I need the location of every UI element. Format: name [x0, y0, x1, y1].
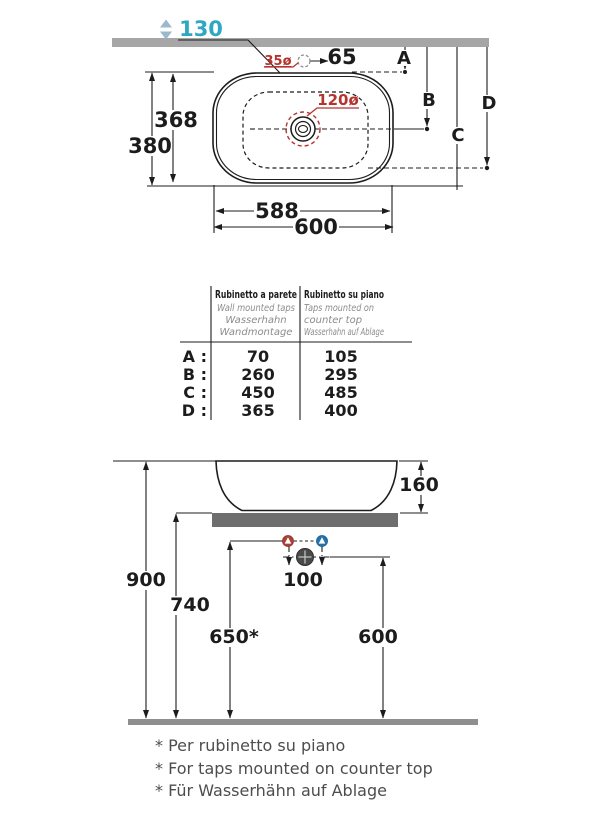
svg-text:D :: D : [181, 401, 207, 420]
counter-slab [212, 513, 398, 527]
svg-text:365: 365 [241, 401, 275, 420]
floor-to-supply-label: 600 [358, 626, 398, 648]
table-col2-sub2: counter top [304, 315, 363, 326]
svg-text:105: 105 [324, 347, 358, 366]
svg-text:A :: A : [182, 347, 207, 366]
basin-top-view-drawing [112, 17, 498, 239]
svg-text:450: 450 [241, 383, 275, 402]
wall-bar [112, 38, 489, 47]
width-inner-label: 588 [255, 199, 299, 223]
svg-text:C :: C : [183, 383, 207, 402]
floor-to-taps-label: 650* [209, 626, 259, 648]
svg-text:485: 485 [324, 383, 358, 402]
table-col2-sub3: Wasserhahn auf Ablage [304, 327, 384, 338]
table-row [183, 365, 358, 384]
height-adjust-icon [160, 20, 172, 40]
drain-outline [291, 117, 315, 141]
tap-spacing-label: 100 [283, 569, 323, 591]
table-col2-title: Rubinetto su piano [304, 289, 384, 301]
tap-hole-circle [298, 55, 310, 67]
drain-icon [297, 549, 314, 566]
svg-text:B :: B : [182, 365, 207, 384]
wall-clearance-label: 130 [179, 17, 223, 41]
hole-offset-label: 65 [327, 45, 357, 69]
svg-text:260: 260 [241, 365, 275, 384]
tap-hole-diameter-label: 35ø [264, 54, 292, 69]
floor-to-rim-label: 900 [126, 569, 166, 591]
table-row [183, 383, 357, 402]
table-col1-sub2: Wasserhahn [225, 315, 287, 326]
table-row [182, 401, 358, 420]
footnote-en: * For taps mounted on counter top [155, 759, 433, 778]
depth-outer-label: 380 [128, 134, 172, 158]
ref-c-label: C [451, 125, 465, 146]
drain-diameter-label: 120ø [317, 91, 359, 109]
basin-front-view-drawing [113, 461, 478, 725]
tap-position-table [180, 286, 412, 420]
svg-text:70: 70 [246, 347, 270, 366]
table-col1-sub3: Wandmontage [219, 327, 293, 338]
table-row [183, 347, 358, 366]
hot-water-icon [283, 536, 294, 547]
cold-water-icon [317, 536, 328, 547]
width-outer-label: 600 [294, 215, 338, 239]
basin-outline-front [216, 461, 397, 511]
ref-b-label: B [422, 90, 436, 111]
table-col2-sub1: Taps mounted on [304, 303, 374, 314]
table-col1-sub1: Wall mounted taps [217, 303, 295, 314]
table-col1-title: Rubinetto a parete [215, 289, 297, 301]
floor-to-counter-label: 740 [170, 594, 210, 616]
footnotes [155, 736, 433, 800]
footnote-it: * Per rubinetto su piano [155, 736, 346, 755]
svg-text:295: 295 [324, 365, 358, 384]
ref-d-label: D [481, 93, 497, 114]
footnote-de: * Für Wasserhähn auf Ablage [155, 781, 387, 800]
floor-bar [128, 719, 478, 725]
basin-height-label: 160 [399, 474, 439, 496]
ref-a-label: A [397, 48, 411, 69]
svg-text:400: 400 [324, 401, 358, 420]
depth-inner-label: 368 [154, 108, 198, 132]
